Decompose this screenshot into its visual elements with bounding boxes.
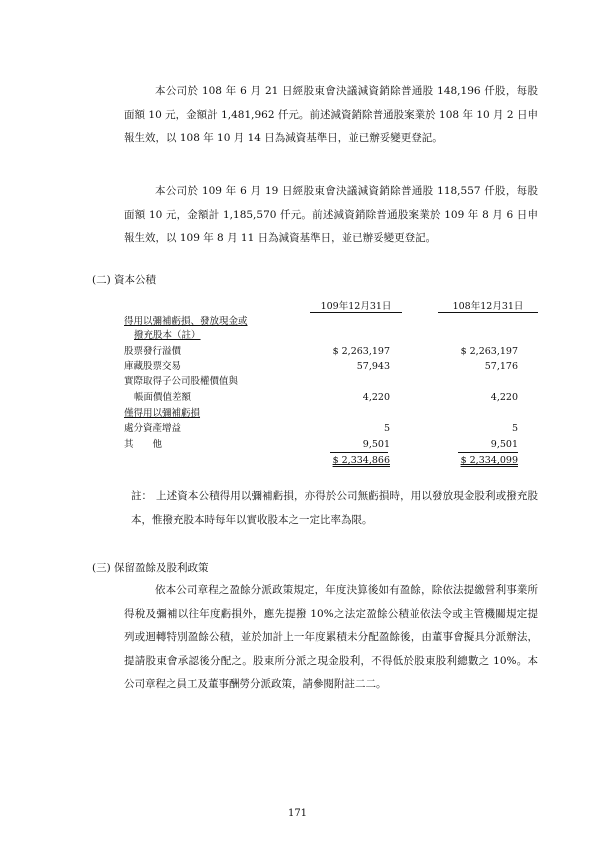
column-header-2019: 108年12月31日 xyxy=(452,301,524,312)
table-row xyxy=(124,391,538,404)
paragraph-capital-reduction-108: 本公司於 108 年 6 月 21 日經股東會決議減資銷除普通股 148,196 仟股，每股面額 10 元，金額計 1,481,962 仟元。前述減資銷除普通股案業於 108 年 10 月 2 日申報生效，以 108 年 10 月 14 日為減資基準日，並已辦妥變更登記。 xyxy=(124,85,538,144)
row-label: 帳面價值差額 xyxy=(134,392,192,403)
table-total-row xyxy=(124,454,538,467)
subtotal-line-2020 xyxy=(330,452,388,453)
table-row xyxy=(124,438,538,451)
table-row xyxy=(124,407,538,420)
table-row xyxy=(124,329,538,342)
value-2019: 5 xyxy=(511,423,518,434)
paragraph-capital-reduction-109: 本公司於 109 年 6 月 19 日經股東會決議減資銷除普通股 118,557 仟股，每股面額 10 元，金額計 1,185,570 仟元。前述減資銷除普通股案業於 109 年 8 月 6 日申報生效，以 109 年 8 月 11 日為減資基準日，並已辦妥變更登記。 xyxy=(124,185,538,244)
value-2020: $ 2,263,197 xyxy=(332,346,390,357)
table-row xyxy=(124,315,538,328)
page-number: 171 xyxy=(287,808,308,819)
subtotal-line-2019 xyxy=(458,452,518,453)
paragraph-dividend-policy: 依本公司章程之盈餘分派政策規定，年度決算後如有盈餘，除依法提繳營利事業所得稅及彌補以往年度虧損外，應先提撥 10%之法定盈餘公積並依法令或主管機關規定提列或迴轉特別盈餘公積，並於加計上一年度累積未分配盈餘後，由董事會擬具分派辦法，提請股東會承認後分配之。股東所分派之現金股利，不得低於股東股利總數之 10%。本公司章程之員工及董事酬勞分派政策，請參閱附註二二。 xyxy=(124,584,538,690)
row-label: 撥充股本（註） xyxy=(134,330,201,341)
row-label: 股票發行溢價 xyxy=(124,346,182,357)
row-label: 實際取得子公司股權價值與 xyxy=(124,376,239,387)
row-label: 庫藏股票交易 xyxy=(124,361,182,372)
row-label: 僅得用以彌補虧損 xyxy=(124,408,201,419)
header-underline-2020 xyxy=(310,312,402,313)
value-2019: 4,220 xyxy=(490,392,518,403)
header-underline-2019 xyxy=(438,312,538,313)
section-heading-retained-earnings: (三) 保留盈餘及股利政策 xyxy=(92,562,209,574)
value-2020: 9,501 xyxy=(362,439,390,450)
table-row xyxy=(124,422,538,435)
column-header-2020: 109年12月31日 xyxy=(320,301,392,312)
row-label: 其 他 xyxy=(124,439,163,450)
capital-surplus-table xyxy=(124,296,538,471)
total-2020: $ 2,334,866 xyxy=(332,455,390,466)
note-label: 註： xyxy=(131,490,152,502)
value-2019: 57,176 xyxy=(484,361,518,372)
row-label: 處分資產增益 xyxy=(124,423,182,434)
table-row xyxy=(124,375,538,388)
table-row xyxy=(124,360,538,373)
note-text: 上述資本公積得用以彌補虧損，亦得於公司無虧損時，用以發放現金股利或撥充股本，惟撥充股本時每年以實收股本之一定比率為限。 xyxy=(131,490,538,526)
value-2019: $ 2,263,197 xyxy=(460,346,518,357)
row-label: 得用以彌補虧損、發放現金或 xyxy=(124,316,248,327)
value-2020: 4,220 xyxy=(362,392,390,403)
value-2020: 5 xyxy=(383,423,390,434)
value-2020: 57,943 xyxy=(356,361,390,372)
section-heading-capital-surplus: (二) 資本公積 xyxy=(92,274,157,286)
total-2019: $ 2,334,099 xyxy=(460,455,518,466)
table-row xyxy=(124,345,538,358)
value-2019: 9,501 xyxy=(490,439,518,450)
